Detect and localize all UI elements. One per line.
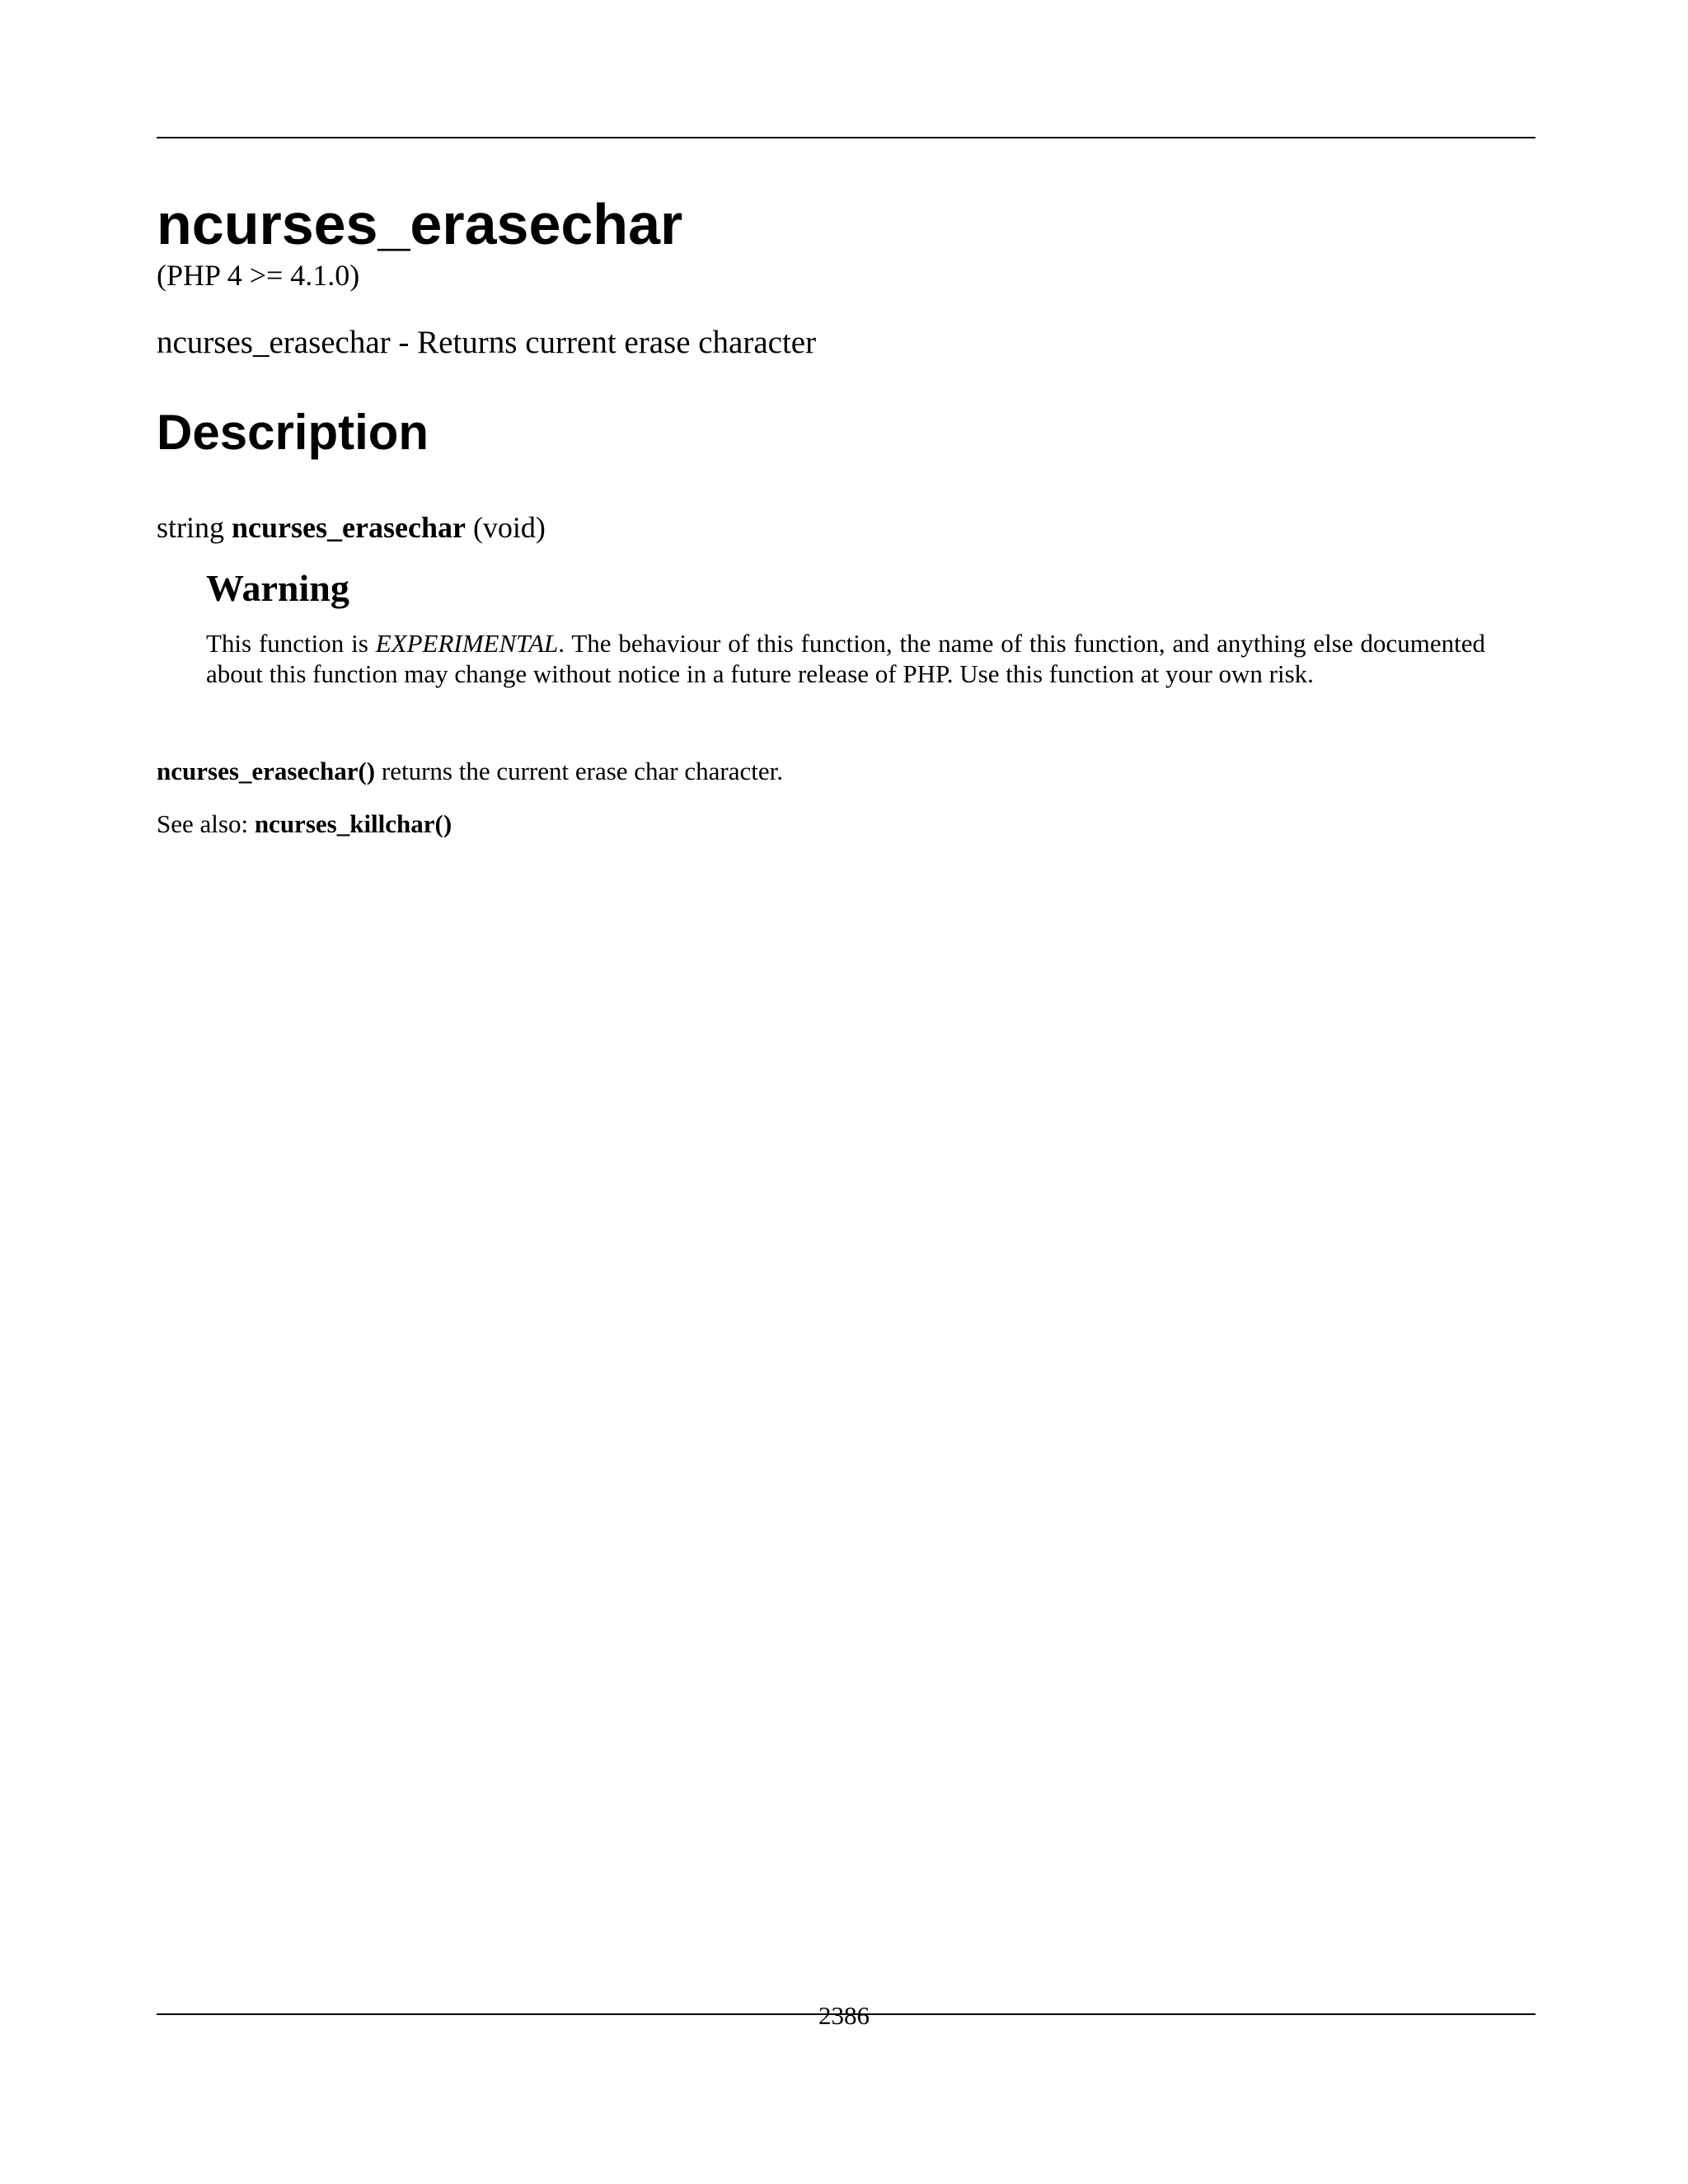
see-also-link[interactable]: ncurses_killchar() <box>254 809 452 838</box>
function-reference: ncurses_erasechar() <box>157 757 376 785</box>
description-heading: Description <box>157 405 429 460</box>
warning-text <box>206 628 1485 689</box>
returns-paragraph <box>157 756 783 786</box>
header-rule <box>157 137 1536 138</box>
synopsis-return-type: string <box>157 511 225 544</box>
warning-title: Warning <box>206 567 349 609</box>
warning-emphasis: EXPERIMENTAL <box>375 629 559 658</box>
page-number: 2386 <box>818 2001 870 2030</box>
function-synopsis <box>157 509 546 546</box>
see-also-paragraph <box>157 808 452 839</box>
see-also-label: See also: <box>157 809 255 838</box>
page-title: ncurses_erasechar <box>157 192 683 256</box>
warning-box <box>206 565 1485 689</box>
warning-text-before: This function is <box>206 629 376 658</box>
synopsis-function-name: ncurses_erasechar <box>232 511 466 544</box>
warning-text-after: . The behaviour of this function, the name of this function, and anything else documented about this function may change without notice in a future release of PHP. Use this function at your own risk. <box>206 629 1485 688</box>
function-purpose: ncurses_erasechar - Returns current erase character <box>157 325 817 360</box>
synopsis-params: (void) <box>472 511 546 544</box>
returns-text: returns the current erase char character. <box>375 757 783 785</box>
version-info: (PHP 4 >= 4.1.0) <box>157 259 360 292</box>
